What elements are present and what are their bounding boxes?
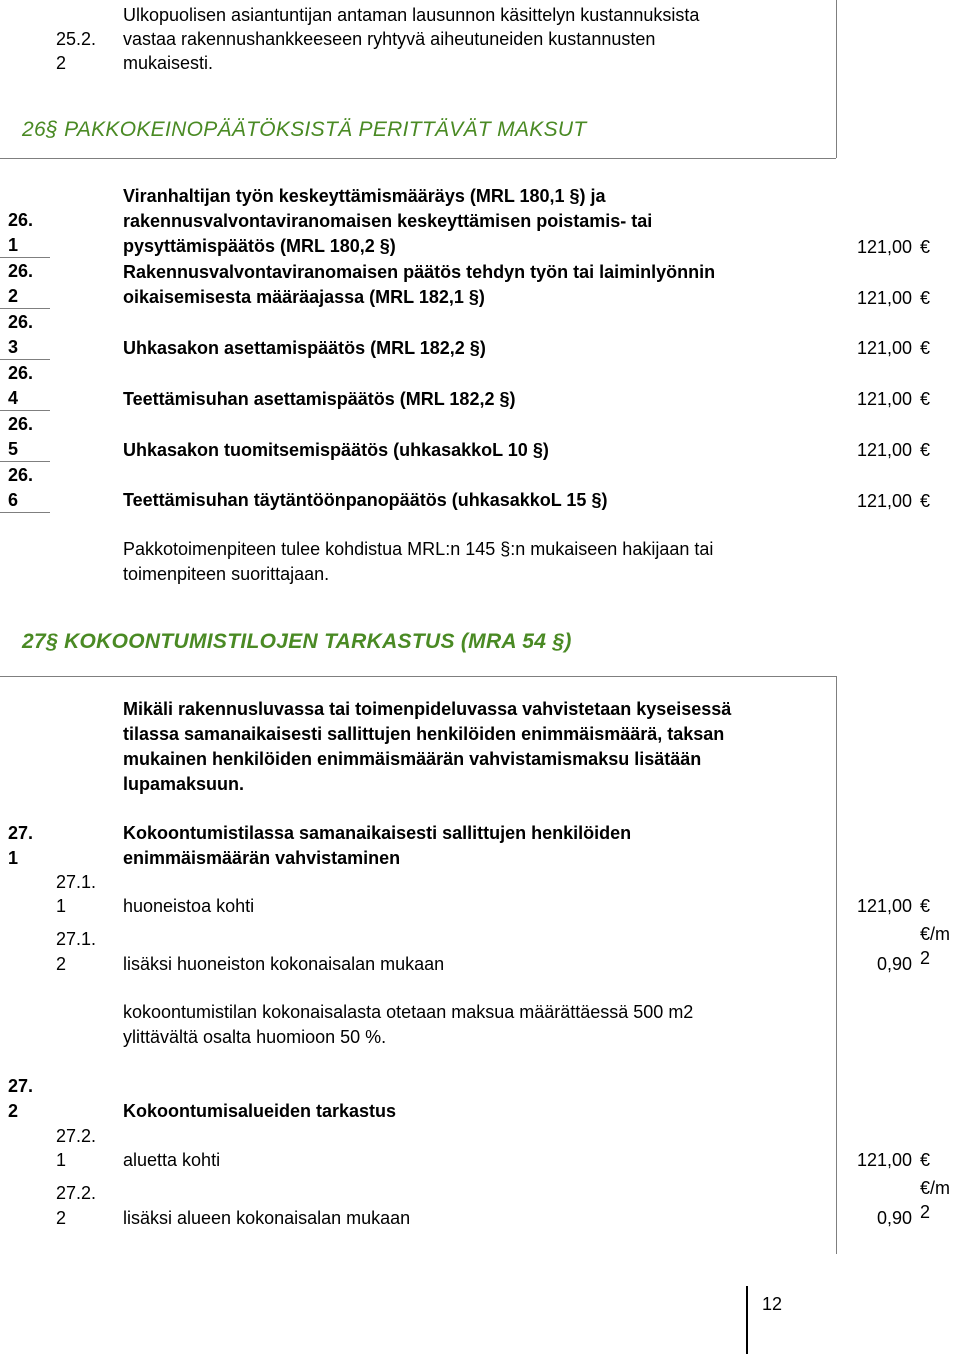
row-code-suffix: 2 xyxy=(56,53,67,73)
row-amount: 121,00 xyxy=(856,896,912,916)
column-rule xyxy=(836,0,837,158)
row-description: oikaisemisesta määräajassa (MRL 182,1 §) xyxy=(123,287,485,307)
row-code: 26. xyxy=(8,312,34,332)
row-description: Teettämisuhan asettamispäätös (MRL 182,2 §) xyxy=(123,389,516,409)
row-amount: 121,00 xyxy=(856,491,912,511)
row-code: 27.1. xyxy=(56,929,97,949)
row-code-suffix: 2 xyxy=(8,286,19,306)
row-code: 26. xyxy=(8,465,34,485)
row-amount: 121,00 xyxy=(856,288,912,308)
euro-unit: € xyxy=(920,288,931,308)
code-underline xyxy=(0,512,50,513)
unit-per-m: €/m xyxy=(920,924,951,944)
row-code-suffix: 1 xyxy=(8,235,19,255)
row-code: 26. xyxy=(8,210,34,230)
row-code-suffix: 2 xyxy=(8,1101,19,1121)
row-code-suffix: 1 xyxy=(56,1150,67,1170)
row-description: Rakennusvalvontaviranomaisen päätös tehdyn työn tai laiminlyönnin xyxy=(123,262,716,282)
note-line: ylittävältä osalta huomioon 50 %. xyxy=(123,1027,387,1047)
heading-underline xyxy=(0,158,836,159)
row-code-suffix: 4 xyxy=(8,388,19,408)
row-amount: 0,90 xyxy=(876,954,912,974)
intro-line: tilassa samanaikaisesti sallittujen henkilöiden enimmäismäärä, taksan xyxy=(123,724,725,744)
euro-unit: € xyxy=(920,896,931,916)
top-text-line: Ulkopuolisen asiantuntijan antaman lausunnon käsittelyn kustannuksista xyxy=(123,5,700,25)
top-text-line: mukaisesti. xyxy=(123,53,214,73)
intro-line: Mikäli rakennusluvassa tai toimenpideluvassa vahvistetaan kyseisessä xyxy=(123,699,732,719)
unit-per-m: €/m xyxy=(920,1178,951,1198)
row-amount: 121,00 xyxy=(856,389,912,409)
unit-exponent: 2 xyxy=(920,1202,931,1222)
euro-unit: € xyxy=(920,389,931,409)
euro-unit: € xyxy=(920,338,931,358)
row-description: Viranhaltijan työn keskeyttämismääräys (MRL 180,1 §) ja xyxy=(123,186,606,206)
note-line: toimenpiteen suorittajaan. xyxy=(123,564,330,584)
row-code: 26. xyxy=(8,261,34,281)
intro-line: lupamaksuun. xyxy=(123,774,245,794)
section-heading-27: 27§ KOKOONTUMISTILOJEN TARKASTUS (MRA 54 §) xyxy=(22,630,572,653)
row-description: Teettämisuhan täytäntöönpanopäätös (uhkasakkoL 15 §) xyxy=(123,490,608,510)
euro-unit: € xyxy=(920,1150,931,1170)
row-code: 27.2. xyxy=(56,1126,97,1146)
code-underline xyxy=(0,308,50,309)
row-code-suffix: 2 xyxy=(56,954,67,974)
group-title: Kokoontumisalueiden tarkastus xyxy=(123,1101,397,1121)
unit-exponent: 2 xyxy=(920,948,931,968)
row-code: 27. xyxy=(8,1076,34,1096)
euro-unit: € xyxy=(920,491,931,511)
row-code-suffix: 2 xyxy=(56,1208,67,1228)
row-description: pysyttämispäätös (MRL 180,2 §) xyxy=(123,236,396,256)
page-number-divider xyxy=(746,1286,748,1354)
section-heading-26: 26§ PAKKOKEINOPÄÄTÖKSISTÄ PERITTÄVÄT MAKSUT xyxy=(22,118,587,141)
row-amount: 0,90 xyxy=(876,1208,912,1228)
row-code-suffix: 6 xyxy=(8,490,19,510)
row-amount: 121,00 xyxy=(856,237,912,257)
top-text-line: vastaa rakennushankkeeseen ryhtyvä aiheutuneiden kustannusten xyxy=(123,29,656,49)
row-description: Uhkasakon asettamispäätös (MRL 182,2 §) xyxy=(123,338,486,358)
row-code-suffix: 3 xyxy=(8,337,19,357)
code-underline xyxy=(0,257,50,258)
row-code-suffix: 5 xyxy=(8,439,19,459)
row-code: 25.2. xyxy=(56,29,97,49)
row-code: 27.1. xyxy=(56,872,97,892)
row-description: huoneistoa kohti xyxy=(123,896,255,916)
row-code-suffix: 1 xyxy=(56,896,67,916)
row-code: 26. xyxy=(8,414,34,434)
note-line: kokoontumistilan kokonaisalasta otetaan maksua määrättäessä 500 m2 xyxy=(123,1002,694,1022)
intro-line: mukainen henkilöiden enimmäismäärän vahvistamismaksu lisätään xyxy=(123,749,702,769)
code-underline xyxy=(0,410,50,411)
group-title: enimmäismäärän vahvistaminen xyxy=(123,848,401,868)
page-number: 12 xyxy=(762,1294,783,1314)
heading-underline xyxy=(0,676,836,677)
note-line: Pakkotoimenpiteen tulee kohdistua MRL:n 145 §:n mukaiseen hakijaan tai xyxy=(123,539,714,559)
row-description: lisäksi huoneiston kokonaisalan mukaan xyxy=(123,954,445,974)
row-code: 27. xyxy=(8,823,34,843)
row-code-suffix: 1 xyxy=(8,848,19,868)
row-amount: 121,00 xyxy=(856,440,912,460)
euro-unit: € xyxy=(920,440,931,460)
row-description: lisäksi alueen kokonaisalan mukaan xyxy=(123,1208,411,1228)
code-underline xyxy=(0,461,50,462)
row-description: rakennusvalvontaviranomaisen keskeyttämisen poistamis- tai xyxy=(123,211,653,231)
row-code: 27.2. xyxy=(56,1183,97,1203)
row-description: Uhkasakon tuomitsemispäätös (uhkasakkoL 10 §) xyxy=(123,440,549,460)
euro-unit: € xyxy=(920,237,931,257)
row-code: 26. xyxy=(8,363,34,383)
row-description: aluetta kohti xyxy=(123,1150,221,1170)
code-underline xyxy=(0,359,50,360)
row-amount: 121,00 xyxy=(856,338,912,358)
row-amount: 121,00 xyxy=(856,1150,912,1170)
group-title: Kokoontumistilassa samanaikaisesti sallittujen henkilöiden xyxy=(123,823,632,843)
